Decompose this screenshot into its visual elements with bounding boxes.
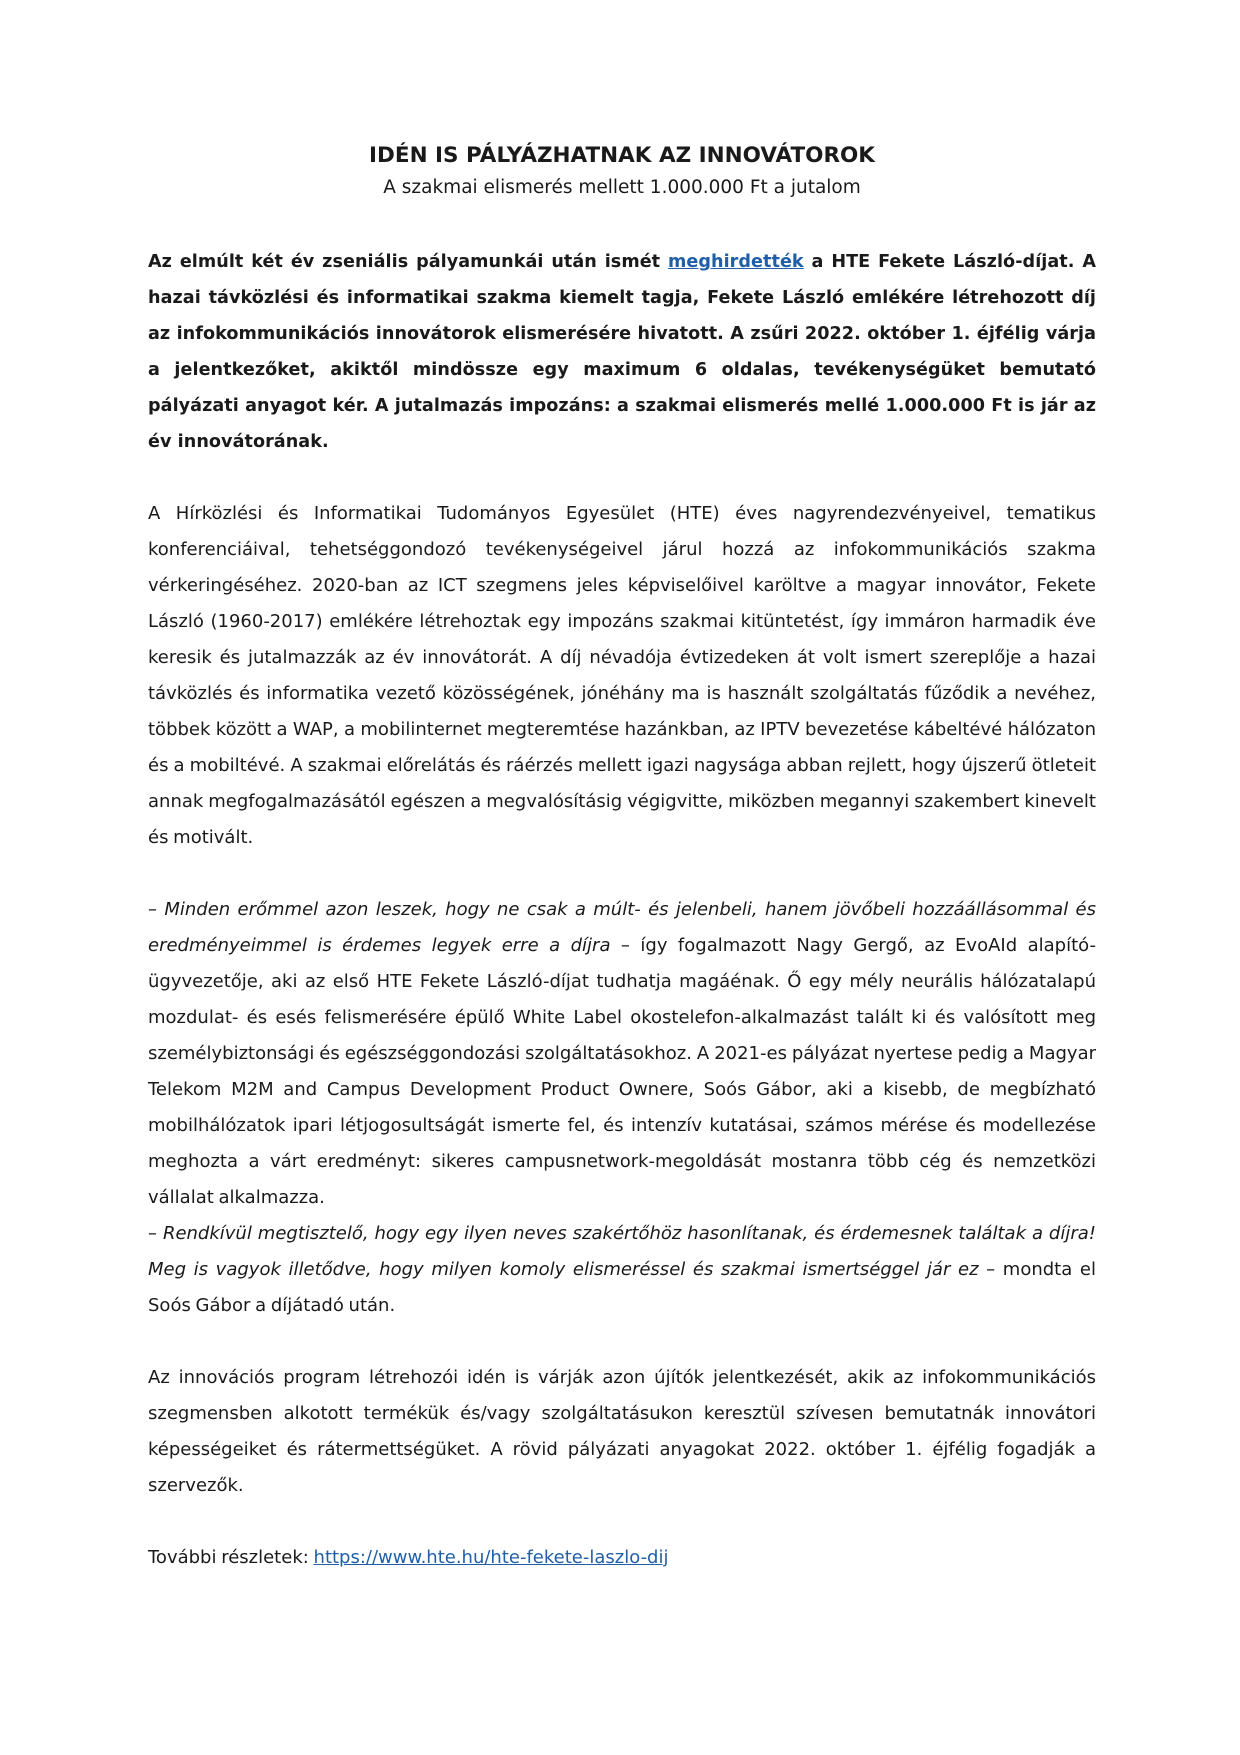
details-label: További részletek: (148, 1547, 314, 1568)
details-link[interactable]: https://www.hte.hu/hte-fekete-laszlo-dij (313, 1547, 669, 1568)
page-subtitle: A szakmai elismerés mellett 1.000.000 Ft a jutalom (383, 177, 861, 198)
quote-nagy-gergo: – Minden erőmmel azon leszek, hogy ne csak a múlt- és jelenbeli, hanem jövőbeli hozzáállásommal és eredményeimmel is érdemes legyek erre a díjra (148, 899, 1096, 956)
body-paragraph-soos-quote (148, 1216, 1096, 1324)
lead-paragraph (148, 244, 1096, 460)
body-paragraph-call: Az innovációs program létrehozói idén is várják azon újítók jelentkezését, akik az infokommunikációs szegmensben alkotott termékük és/vagy szolgáltatásukon keresztül szívesen bemutatnák innovátori képességeiket és rátermettségüket. A rövid pályázati anyagokat 2022. október 1. éjfélig fogadják a szervezők. (148, 1367, 1096, 1496)
body-paragraph-history: A Hírközlési és Informatikai Tudományos Egyesület (HTE) éves nagyrendezvényeivel, tematikus konferenciáival, tehetséggondozó tevékenységeivel járul hozzá az infokommunikációs szakma vérkeringéséhez. 2020-ban az ICT szegmens jeles képviselőivel karöltve a magyar innovátor, Fekete László (1960-2017) emlékére létrehoztak egy impozáns szakmai kitüntetést, így immáron harmadik éve keresik és jutalmazzák az év innovátorát. A díj névadója évtizedeken át volt ismert szereplője a hazai távközlés és informatika vezető közösségének, jónéhány ma is használt szolgáltatás fűződik a nevéhez, többek között a WAP, a mobilinternet megteremtése hazánkban, az IPTV bevezetése kábeltévé hálózaton és a mobiltévé. A szakmai előrelátás és ráérzés mellett igazi nagysága abban rejlett, hogy újszerű ötleteit annak megfogalmazásától egészen a megvalósításig végigvitte, miközben megannyi szakembert kinevelt és motivált. (148, 503, 1096, 848)
paragraph-spacer (148, 856, 1096, 892)
announcement-link[interactable]: meghirdették (668, 252, 804, 272)
document-page (148, 140, 1096, 1576)
paragraph-spacer (148, 1324, 1096, 1360)
soos-quote-attribution: – mondta el Soós Gábor a díjátadó után. (148, 1259, 1096, 1316)
quote-soos-gabor: – Rendkívül megtisztelő, hogy egy ilyen neves szakértőhöz hasonlítanak, és érdemesnek találtak a díjra! Meg is vagyok illetődve, hogy milyen komoly elismeréssel és szakmai ismertséggel jár ez (148, 1223, 1096, 1280)
paragraph-spacer (148, 460, 1096, 496)
body-paragraph-winners (148, 892, 1096, 1216)
paragraph-spacer (148, 1504, 1096, 1540)
lead-text-before-link: Az elmúlt két év zseniális pályamunkái után ismét (148, 252, 669, 272)
lead-text-after-link: a HTE Fekete László-díjat. A hazai távközlési és informatikai szakma kiemelt tagja, Fekete László emlékére létrehozott díj az infokommunikációs innovátorok elismerésére hivatott. A zsűri 2022. október 1. éjfélig várja a jelentkezőket, akiktől mindössze egy maximum 6 oldalas, tevékenységüket bemutató pályázati anyagot kér. A jutalmazás impozáns: a szakmai elismerés mellé 1.000.000 Ft is jár az év innovátorának. (148, 252, 1096, 452)
details-line (148, 1540, 1096, 1576)
winners-text: – így fogalmazott Nagy Gergő, az EvoAId alapító-ügyvezetője, aki az első HTE Fekete László-díjat tudhatja magáénak. Ő egy mély neurális hálózatalapú mozdulat- és esés felismerésére épülő White Label okostelefon-alkalmazást talált ki és valósított meg személybiztonsági és egészséggondozási szolgáltatásokhoz. A 2021-es pályázat nyertese pedig a Magyar Telekom M2M and Campus Development Product Ownere, Soós Gábor, aki a kisebb, de megbízható mobilhálózatok ipari létjogosultságát ismerte fel, és intenzív kutatásai, számos mérése és modellezése meghozta a várt eredményt: sikeres campusnetwork-megoldását mostanra több cég és nemzetközi vállalat alkalmazza. (148, 935, 1096, 1208)
page-title: IDÉN IS PÁLYÁZHATNAK AZ INNOVÁTOROK (369, 143, 875, 168)
